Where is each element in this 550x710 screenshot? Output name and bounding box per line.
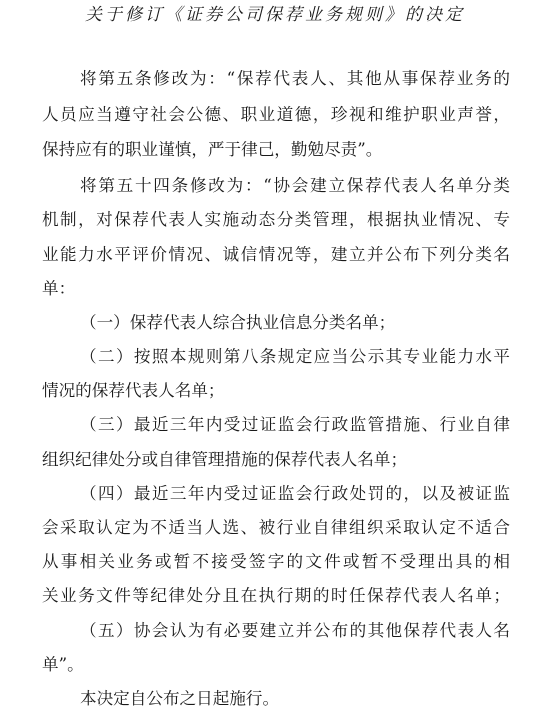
list-item-line: 情况的保荐代表人名单；	[42, 381, 225, 400]
paragraph-line: 保持应有的职业谨慎，严于律己，勤勉尽责”。	[42, 140, 383, 159]
paragraph-line: 将第五十四条修改为：“协会建立保荐代表人名单分类	[80, 176, 510, 195]
list-item-line: （二）按照本规则第八条规定应当公示其专业能力水平	[80, 347, 510, 366]
paragraph-line: 机制，对保荐代表人实施动态分类管理，根据执业情况、专	[42, 210, 510, 229]
list-item-line: 单”。	[42, 655, 84, 674]
document-title: 关于修订《证券公司保荐业务规则》的决定	[85, 5, 465, 25]
effective-date-line: 本决定自公布之日起施行。	[80, 689, 280, 708]
paragraph-line: 将第五条修改为：“保荐代表人、其他从事保荐业务的	[80, 69, 510, 88]
list-item-line: （四）最近三年内受过证监会行政处罚的，以及被证监	[80, 484, 510, 503]
list-item-line: 从事相关业务或暂不接受签字的文件或暂不受理出具的相	[42, 552, 510, 571]
list-item-line: （五）协会认为有必要建立并公布的其他保荐代表人名	[80, 621, 510, 640]
list-item-line: （三）最近三年内受过证监会行政监管措施、行业自律	[80, 415, 510, 434]
list-item-line: 组织纪律处分或自律管理措施的保荐代表人名单；	[42, 450, 408, 469]
paragraph-line: 单：	[42, 279, 76, 298]
paragraph-line: 业能力水平评价情况、诚信情况等，建立并公布下列分类名	[42, 245, 510, 264]
paragraph-line: 人员应当遵守社会公德、职业道德，珍视和维护职业声誉，	[42, 105, 510, 124]
list-item-line: 关业务文件等纪律处分且在执行期的时任保荐代表人名单；	[42, 586, 510, 605]
list-item-line: 会采取认定为不适当人选、被行业自律组织采取认定不适合	[42, 518, 510, 537]
list-item-line: （一）保荐代表人综合执业信息分类名单；	[80, 313, 396, 332]
